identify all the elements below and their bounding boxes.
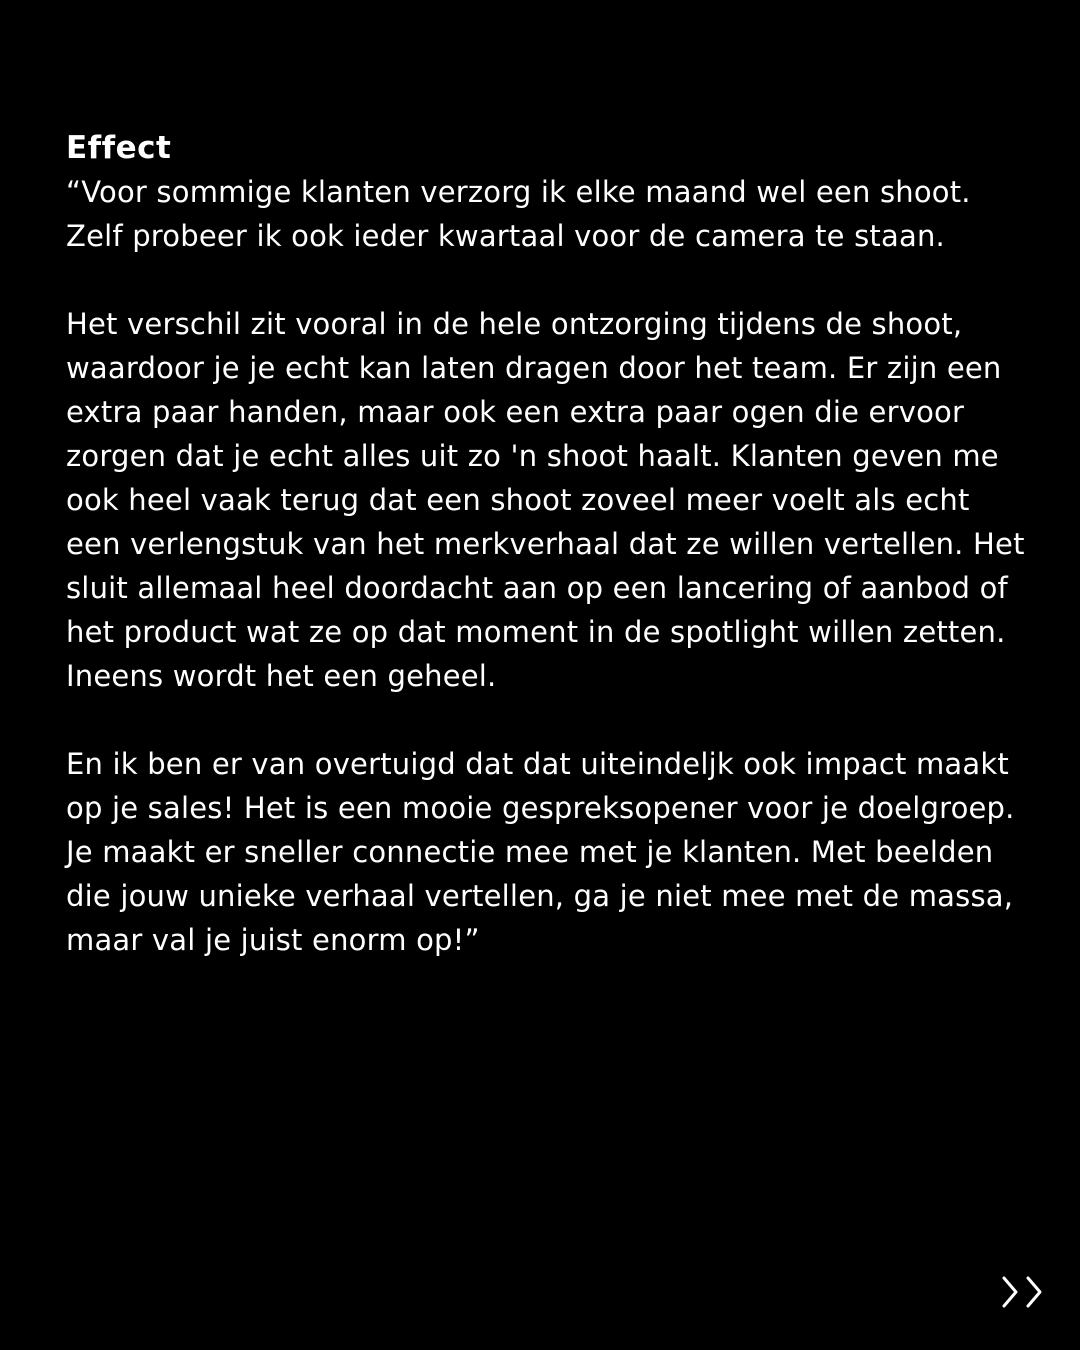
quote-paragraph-2: Het verschil zit vooral in de hele ontzorging tijdens de shoot, waardoor je je echt kan laten dragen door het team. Er zijn een extra paar handen, maar ook een extra paar ogen die ervoor zorgen dat je echt alles uit zo 'n shoot haalt. Klanten geven me ook heel vaak terug dat een shoot zoveel meer voelt als echt een verlengstuk van het merkverhaal dat ze willen vertellen. Het sluit allemaal heel doordacht aan op een lancering of aanbod of het product wat ze op dat moment in de spotlight willen zetten. Ineens wordt het een geheel.	[66, 307, 1025, 693]
quote-paragraph-1: “Voor sommige klanten verzorg ik elke maand wel een shoot. Zelf probeer ik ook ieder kwartaal voor de camera te staan.	[66, 175, 971, 253]
next-slide-button[interactable]	[998, 1274, 1050, 1310]
quote-paragraph-3: En ik ben er van overtuigd dat dat uiteindeljk ook impact maakt op je sales! Het is een mooie gespreksopener voor je doelgroep. Je maakt er sneller connectie mee met je klanten. Met beelden die jouw unieke verhaal vertellen, ga je niet mee met de massa, maar val je juist enorm op!”	[66, 747, 1015, 957]
double-chevron-right-icon	[998, 1274, 1050, 1310]
text-content	[66, 126, 1026, 1006]
section-heading: Effect	[66, 130, 172, 166]
